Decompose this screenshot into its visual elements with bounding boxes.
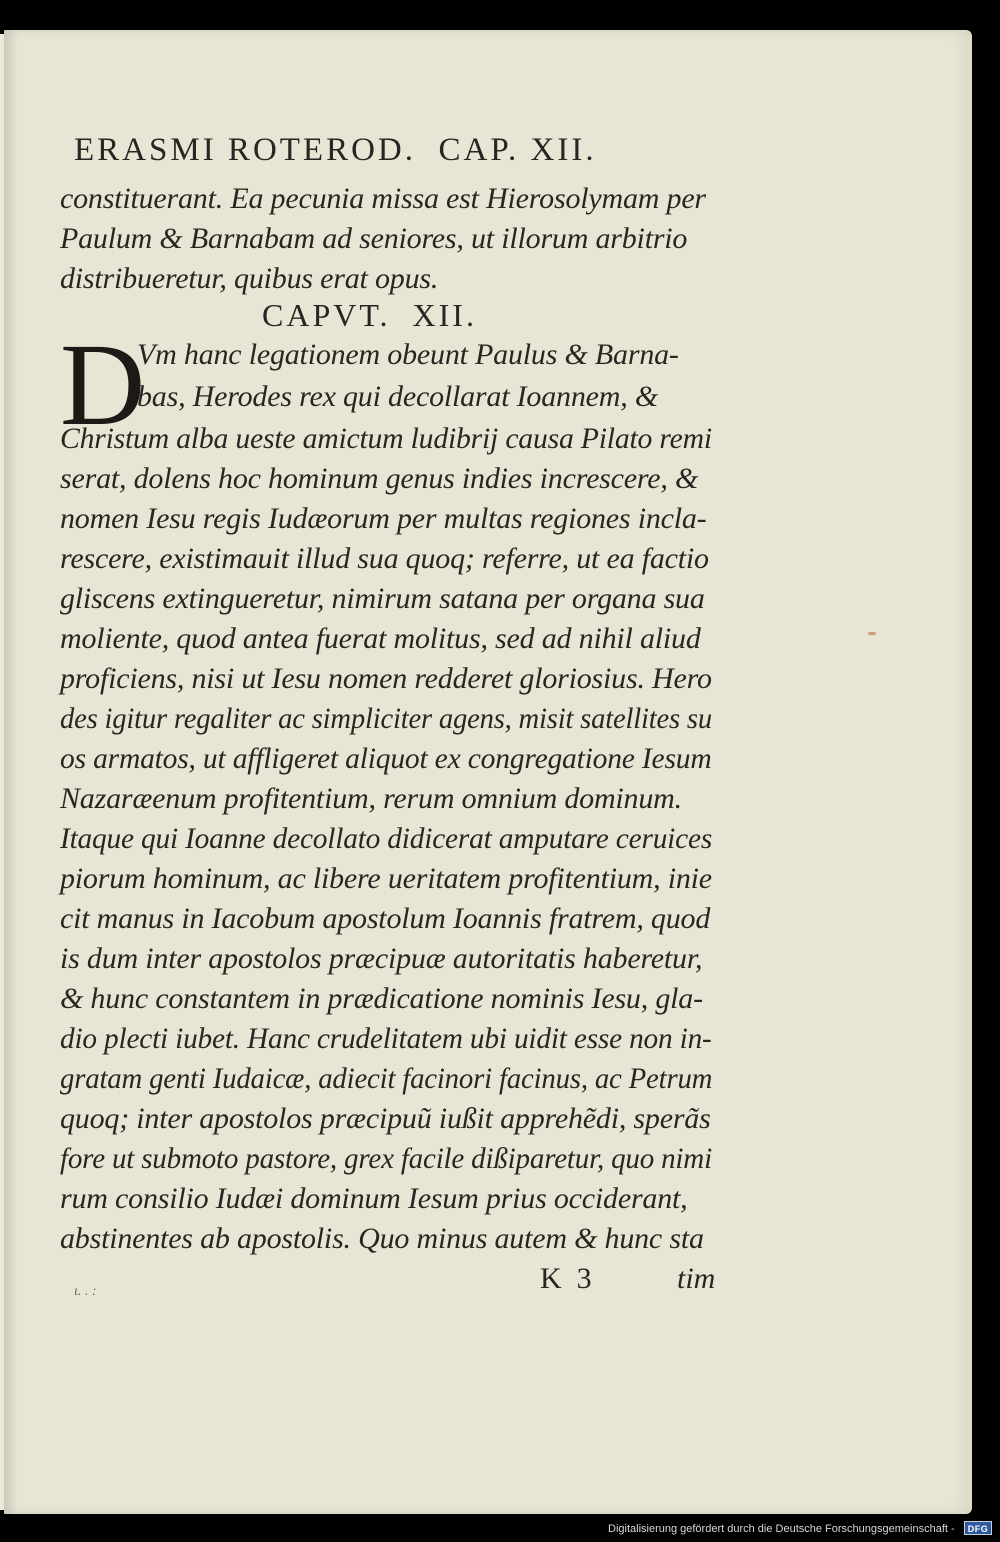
text-line: Paulum & Barnabam ad seniores, ut illorum arbitrio (60, 222, 688, 255)
text-line: constituerant. Ea pecunia missa est Hierosolymam per (60, 182, 706, 215)
dfg-logo: DFG (964, 1521, 992, 1535)
text-line: dio plecti iubet. Hanc crudelitatem ubi uidit esse non in- (60, 1022, 712, 1055)
text-line: distribueretur, quibus erat opus. (60, 262, 439, 295)
chapter-title: CAPVT. XII. (262, 297, 477, 333)
text-line: abstinentes ab apostolis. Quo minus autem & hunc sta (60, 1222, 704, 1255)
marginal-marks: ι. . : (74, 1284, 97, 1299)
text-line: rum consilio Iudæi dominum Iesum prius occiderant, (60, 1182, 688, 1215)
text-line: des igitur regaliter ac simpliciter agens, misit satellites su (60, 702, 712, 735)
text-line: Christum alba ueste amictum ludibrij causa Pilato remi (60, 422, 712, 455)
text-line: gratam genti Iudaicæ, adiecit facinori facinus, ac Petrum (60, 1062, 713, 1095)
text-line: is dum inter apostolos præcipuæ autoritatis haberetur, (60, 942, 703, 975)
running-head: ERASMI ROTEROD. CAP. XII. (74, 132, 597, 168)
paper-stain (868, 632, 876, 635)
text-line: moliente, quod antea fuerat molitus, sed ad nihil aliud (60, 622, 701, 655)
text-line: Itaque qui Ioanne decollato didicerat amputare ceruices (60, 822, 713, 855)
text-line: nomen Iesu regis Iudæorum per multas regiones incla- (60, 502, 707, 535)
text-line: rescere, existimauit illud sua quoq; referre, ut ea factio (60, 542, 709, 575)
text-line: os armatos, ut affligeret aliquot ex congregatione Iesum (60, 742, 712, 775)
drop-cap-initial: D (60, 319, 146, 450)
text-line: proficiens, nisi ut Iesu nomen redderet gloriosius. Hero (60, 662, 712, 695)
text-line: fore ut submoto pastore, grex facile dißiparetur, quo nimi (60, 1142, 712, 1175)
text-line: bas, Herodes rex qui decollarat Ioannem, & (137, 380, 658, 413)
digitization-credit: Digitalisierung gefördert durch die Deutsche Forschungsgemeinschaft - (608, 1523, 955, 1535)
text-line: & hunc constantem in prædicatione nominis Iesu, gla- (60, 982, 703, 1015)
text-line: gliscens extingueretur, nimirum satana per organa sua (60, 582, 705, 615)
signature-mark: K 3 (540, 1262, 592, 1295)
page-gutter-shadow (4, 30, 18, 1514)
text-line: piorum hominum, ac libere ueritatem profitentium, inie (60, 862, 712, 895)
text-line: Nazaræenum profitentium, rerum omnium dominum. (60, 782, 682, 815)
text-line: quoq; inter apostolos præcipuũ iußit apprehẽdi, sperãs (60, 1102, 711, 1135)
text-line: serat, dolens hoc hominum genus indies increscere, & (60, 462, 699, 495)
text-line: cit manus in Iacobum apostolum Ioannis fratrem, quod (60, 902, 711, 935)
catchword: tim (677, 1262, 716, 1295)
text-line: Vm hanc legationem obeunt Paulus & Barna- (137, 338, 679, 371)
